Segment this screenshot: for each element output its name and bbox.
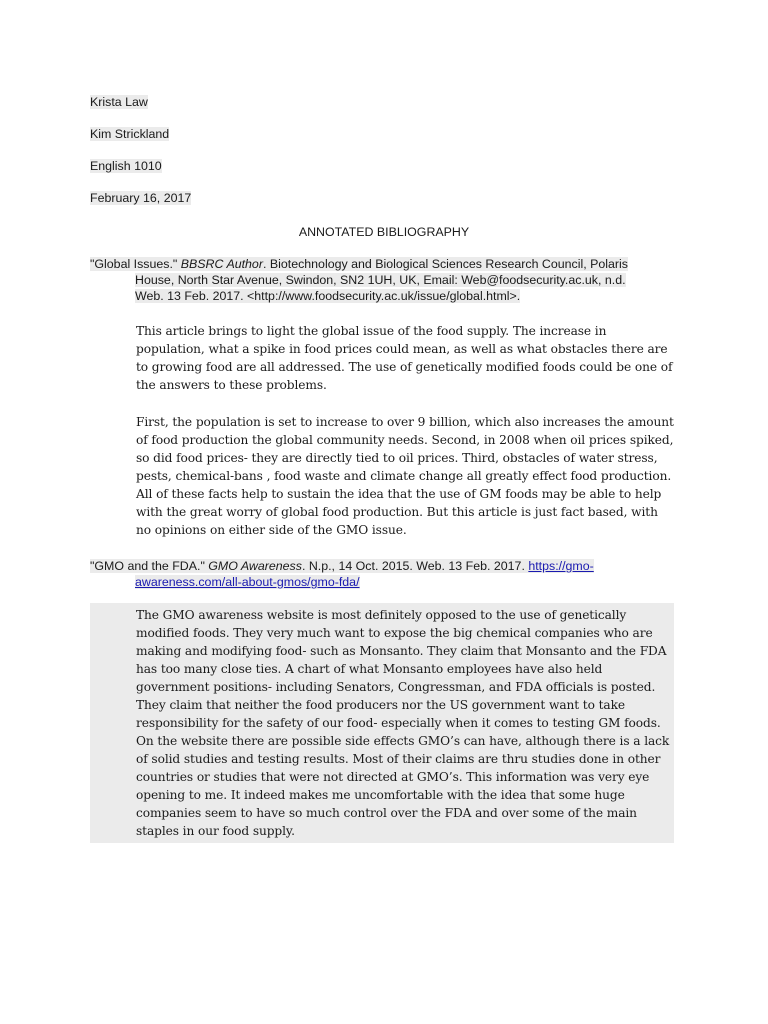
- page-title: ANNOTATED BIBLIOGRAPHY: [298, 225, 470, 239]
- citation-global-issues: "Global Issues." BBSRC Author. Biotechnology and Biological Sciences Research Council, Polaris House, North Star Avenue, Swindon, SN2 1UH, UK, Email: Web@foodsecurity.ac.uk, n.d. Web. 13 Feb. 2017. <http://www.foodsecurity.ac.uk/issue/global.html>.: [90, 257, 628, 303]
- instructor-name: Kim Strickland: [90, 127, 170, 141]
- citation-gmo-fda: "GMO and the FDA." GMO Awareness. N.p., 14 Oct. 2015. Web. 13 Feb. 2017. https://gmo- awareness.com/all-about-gmos/gmo-fda/: [90, 559, 594, 589]
- annotation-gmo-fda: The GMO awareness website is most definitely opposed to the use of genetically modified foods. They very much want to expose the big chemical companies who are making and modifying food- such as Monsanto. They claim that Monsanto and the FDA has too many close ties. A chart of what Monsanto employees have also held government positions- including Senators, Congressman, and FDA officials is posted. They claim that neither the food producers nor the US government want to take responsibility for the safety of our food- especially when it comes to testing GM foods. On the website there are possible side effects GMO’s can have, although there is a lack of solid studies and testing results. Most of their claims are thru studies done in other countries or studies that were not directed at GMO’s. This information was very eye opening to me. It indeed makes me uncomfortable with the idea that some huge companies seem to have so much control over the FDA and over some of the main staples in our food supply.: [136, 608, 670, 838]
- student-name: Krista Law: [90, 95, 148, 109]
- annotation-global-issues-analysis: First, the population is set to increase to over 9 billion, which also increases the amount of food production the global community needs. Second, in 2008 when oil prices spiked, so did food prices- they are directly tied to oil prices. Third, obstacles of water stress, pests, chemical-bans , food waste and climate change all greatly effect food production. All of these facts help to sustain the idea that the use of GM foods may be able to help with the great worry of global food production. But this article is just fact based, with no opinions on either side of the GMO issue.: [136, 415, 674, 537]
- annotation-global-issues-summary: This article brings to light the global issue of the food supply. The increase in population, what a spike in food prices could mean, as well as what obstacles there are to growing food are all addressed. The use of genetically modified foods could be one of the answers to these problems.: [136, 324, 673, 392]
- gmo-fda-link[interactable]: https://gmo-: [528, 559, 594, 573]
- gmo-fda-link-continued[interactable]: awareness.com/all-about-gmos/gmo-fda/: [135, 575, 360, 589]
- course-name: English 1010: [90, 159, 162, 173]
- document-date: February 16, 2017: [90, 191, 192, 205]
